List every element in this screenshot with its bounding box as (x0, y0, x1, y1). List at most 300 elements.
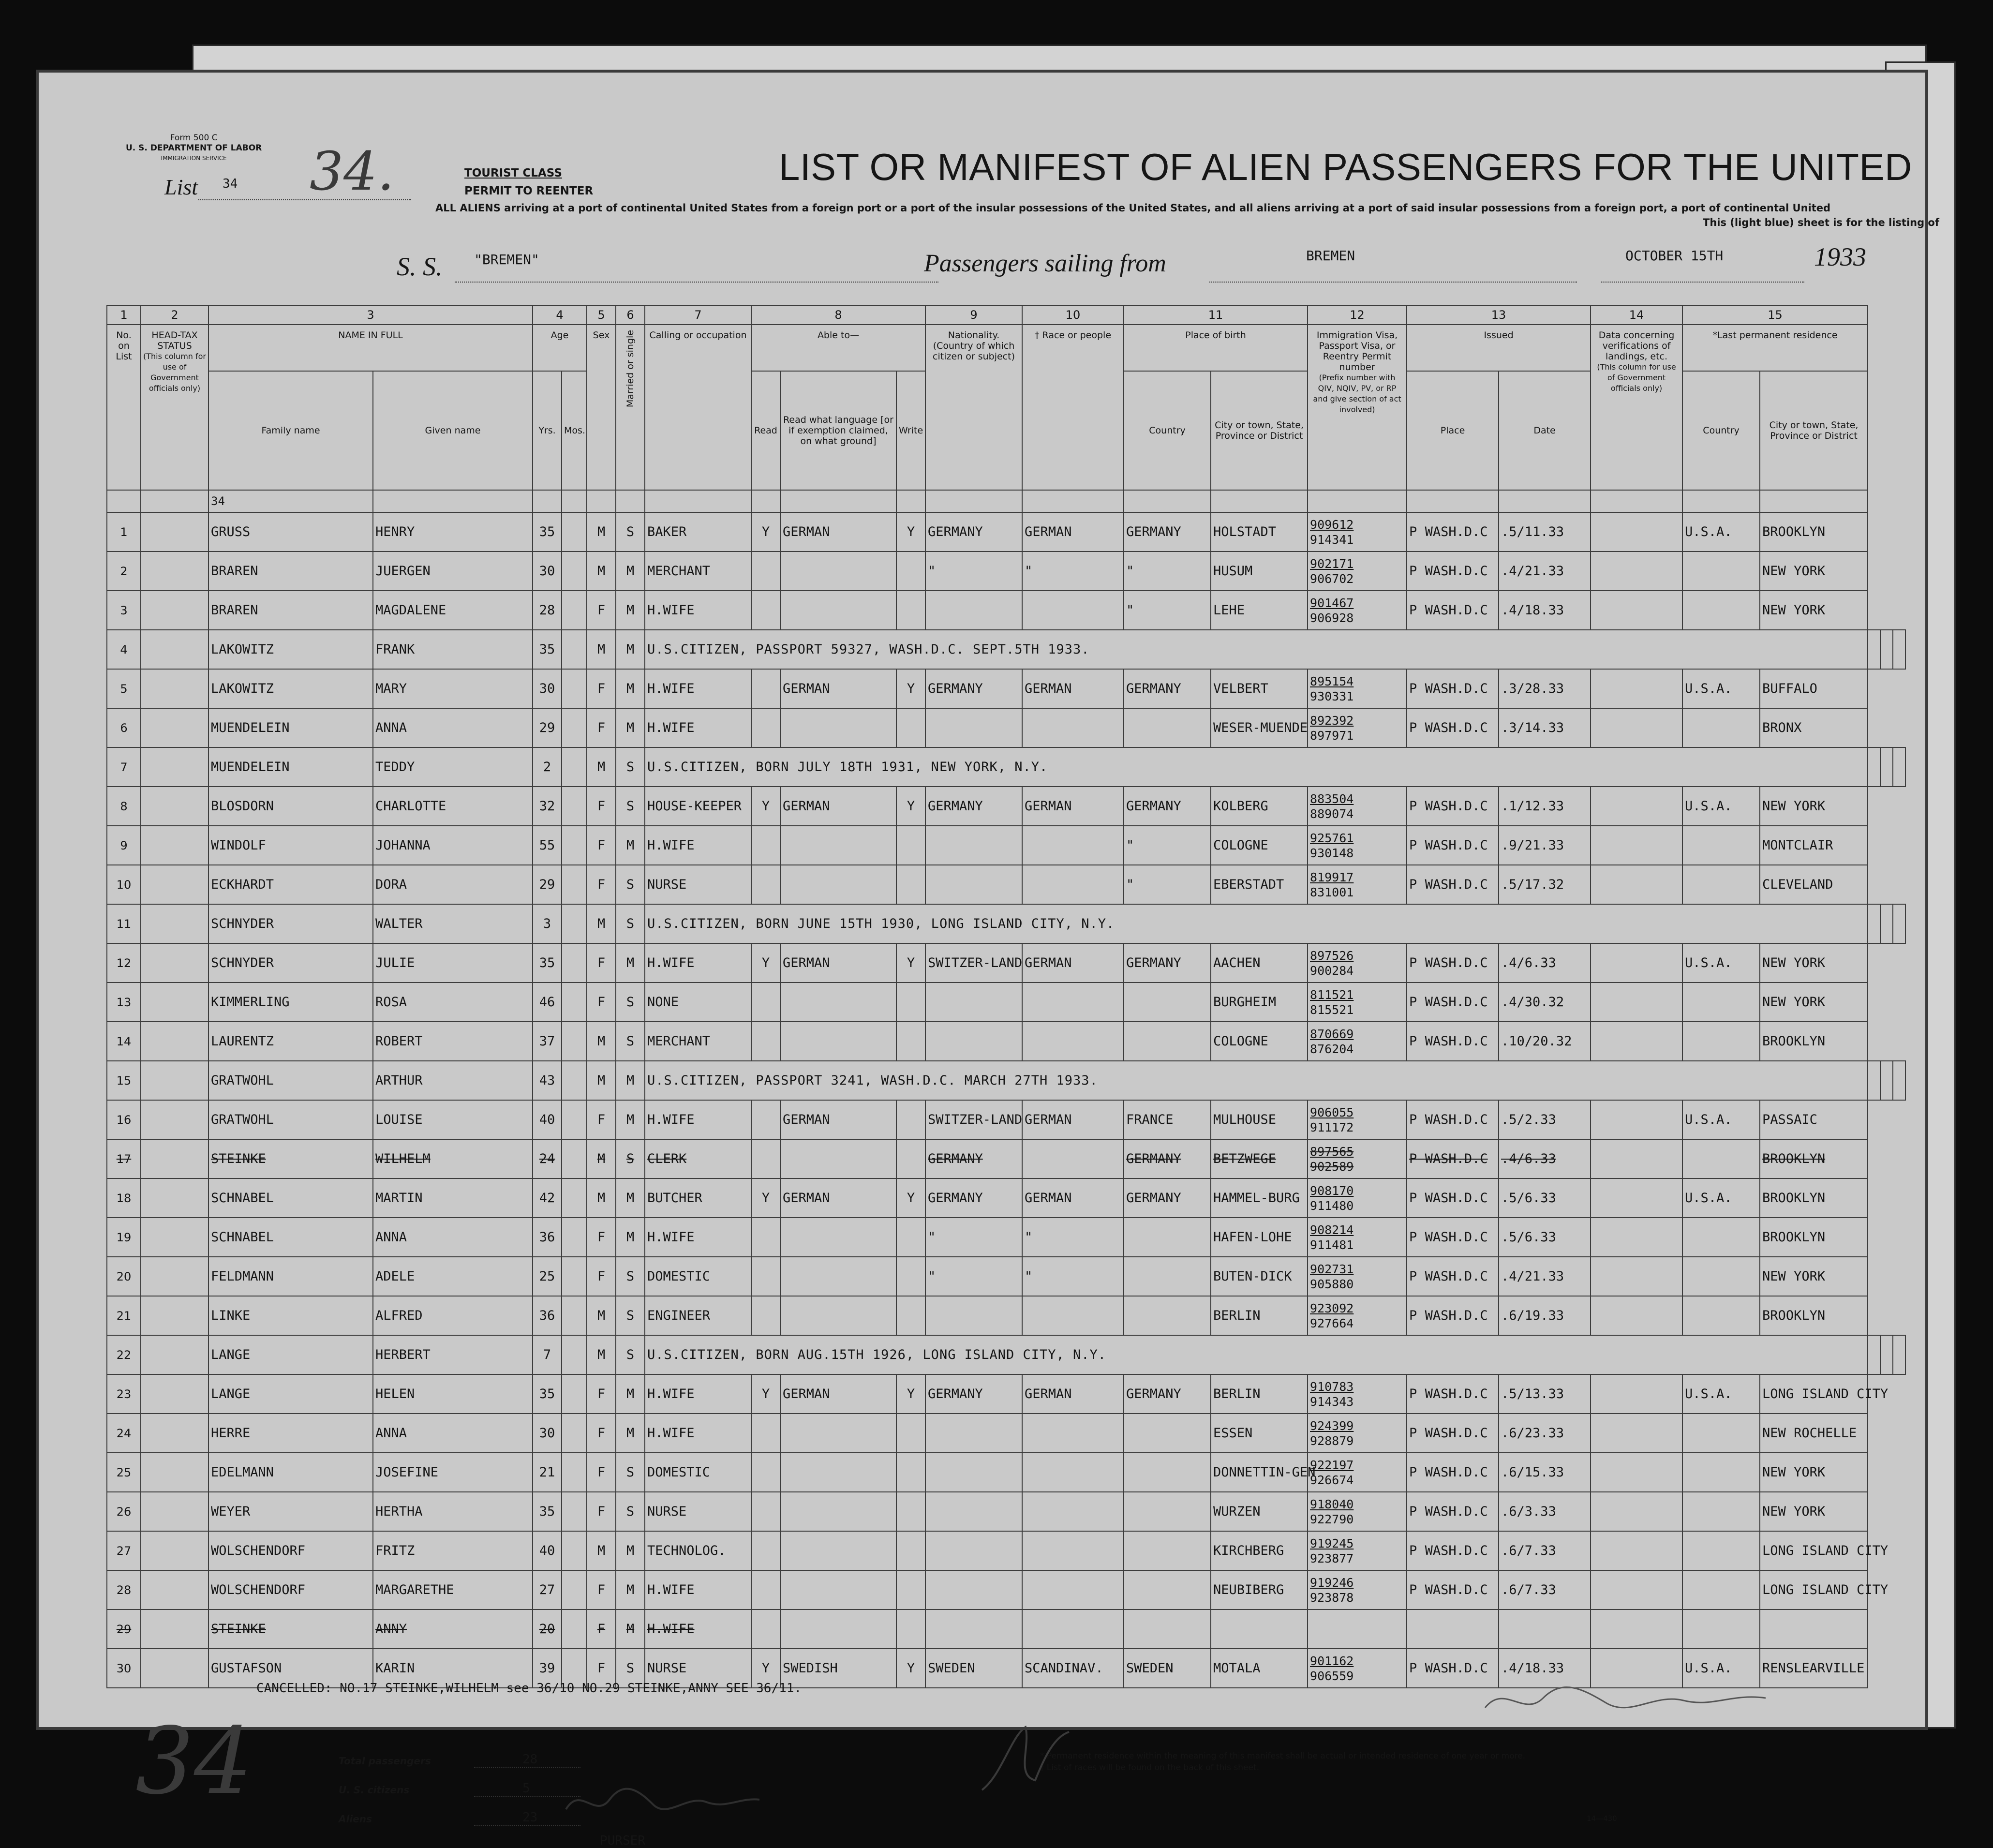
issued-place-text: WASH.D.C (1425, 1504, 1488, 1519)
issued-place-text: WASH.D.C (1425, 877, 1488, 892)
race: GERMAN (1022, 669, 1124, 708)
aliens-line (474, 1825, 580, 1826)
birth-city: MULHOUSE (1211, 1100, 1308, 1139)
head-tax-cell (141, 1610, 208, 1649)
class-line1: TOURIST CLASS (464, 167, 562, 179)
family-name: LAKOWITZ (208, 669, 373, 708)
col-birth-city: City or town, State, Province or District (1211, 371, 1308, 490)
residence-country (1682, 1257, 1760, 1296)
occupation: BUTCHER (645, 1178, 751, 1218)
occupation: NURSE (645, 1649, 751, 1688)
birth-country (1124, 1531, 1211, 1570)
birth-city: NEUBIBERG (1211, 1570, 1308, 1610)
birth-city: BERLIN (1211, 1296, 1308, 1335)
marital-status: M (616, 826, 645, 865)
col-yrs: Yrs. (533, 371, 562, 490)
race (1022, 983, 1124, 1022)
visa-line: 870669 (1310, 1027, 1354, 1041)
marital-status: S (616, 747, 645, 787)
birth-city: COLOGNE (1211, 1022, 1308, 1061)
visa-number (1308, 1139, 1407, 1178)
issued-place (1407, 1492, 1499, 1531)
issued-place (1407, 983, 1499, 1022)
age-years: 36 (533, 1218, 562, 1257)
table-row (107, 708, 1905, 747)
col-mos: Mos. (562, 371, 587, 490)
marital-status: M (616, 591, 645, 630)
language (780, 1139, 896, 1178)
purser-signature (561, 1775, 764, 1824)
head-tax-cell (141, 1257, 208, 1296)
language: GERMAN (780, 1100, 896, 1139)
family-name: BRAREN (208, 551, 373, 591)
residence-country (1682, 591, 1760, 630)
birth-country (1124, 1022, 1211, 1061)
marital-status: M (616, 1374, 645, 1414)
table-row (107, 1492, 1905, 1531)
nationality: SWEDEN (925, 1649, 1022, 1688)
visa-prefix: P (1409, 563, 1417, 579)
can-read: Y (751, 1178, 780, 1218)
family-name: SCHNABEL (208, 1218, 373, 1257)
birth-city (1211, 1610, 1308, 1649)
family-name: WOLSCHENDORF (208, 1531, 373, 1570)
visa-number (1308, 787, 1407, 826)
table-row (107, 669, 1905, 708)
marital-status: M (616, 943, 645, 983)
visa-line: 901162 (1310, 1654, 1354, 1668)
can-read (751, 708, 780, 747)
can-write (896, 983, 925, 1022)
date-line (1601, 282, 1804, 283)
table-row (107, 1374, 1905, 1414)
occupation: H.WIFE (645, 708, 751, 747)
sex: F (587, 1453, 616, 1492)
row-number: 6 (107, 708, 141, 747)
age-years: 43 (533, 1061, 562, 1100)
col-age: Age (533, 325, 587, 371)
visa-line: 911480 (1310, 1198, 1354, 1213)
visa-line: 876204 (1310, 1042, 1354, 1056)
head-tax-cell (141, 1178, 208, 1218)
row-number: 18 (107, 1178, 141, 1218)
landing-data (1591, 1531, 1682, 1570)
landing-data (1591, 1022, 1682, 1061)
birth-city: KIRCHBERG (1211, 1531, 1308, 1570)
residence-country (1682, 1492, 1760, 1531)
visa-line: 902171 (1310, 556, 1354, 571)
race (1022, 1492, 1124, 1531)
given-name: ALFRED (373, 1296, 533, 1335)
col-read: Read (751, 371, 780, 490)
issued-date: .5/17.32 (1499, 865, 1591, 904)
age-months (562, 1296, 587, 1335)
residence-city (1893, 1335, 1905, 1374)
visa-prefix: P (1409, 877, 1417, 892)
can-read (751, 865, 780, 904)
head-tax-cell (141, 512, 208, 551)
marital-status: S (616, 865, 645, 904)
birth-city: KOLBERG (1211, 787, 1308, 826)
race: GERMAN (1022, 787, 1124, 826)
nationality: GERMANY (925, 1178, 1022, 1218)
birth-country: GERMANY (1124, 787, 1211, 826)
sex: F (587, 787, 616, 826)
can-read (751, 1257, 780, 1296)
can-write (896, 1296, 925, 1335)
col-married: Married or single (616, 325, 645, 490)
race (1022, 708, 1124, 747)
language (780, 826, 896, 865)
row-number: 10 (107, 865, 141, 904)
occupation: H.WIFE (645, 1100, 751, 1139)
given-name: FRANK (373, 630, 533, 669)
residence-city: BROOKLYN (1760, 1022, 1868, 1061)
can-write: Y (896, 1178, 925, 1218)
us-citizens-label: U. S. citizens (339, 1784, 410, 1796)
visa-line: 902731 (1310, 1262, 1354, 1276)
language (780, 865, 896, 904)
sex: M (587, 1139, 616, 1178)
issued-date (1499, 1610, 1591, 1649)
sex: M (587, 1061, 616, 1100)
table-row (107, 943, 1905, 983)
can-write (896, 551, 925, 591)
visa-line: 930331 (1310, 689, 1354, 703)
given-name: MARGARETHE (373, 1570, 533, 1610)
issued-place (1407, 1610, 1499, 1649)
visa-line: 892392 (1310, 713, 1354, 728)
marital-status: M (616, 1178, 645, 1218)
issued-place (1407, 1570, 1499, 1610)
visa-number (1308, 1453, 1407, 1492)
family-name: WOLSCHENDORF (208, 1570, 373, 1610)
race: GERMAN (1022, 1178, 1124, 1218)
family-name: BLOSDORN (208, 787, 373, 826)
sex: F (587, 1414, 616, 1453)
col-head-tax: HEAD-TAX STATUS (This column for use of Government officials only) (141, 325, 208, 490)
visa-line: 919246 (1310, 1575, 1354, 1590)
colnum: 2 (141, 305, 208, 325)
residence-country: U.S.A. (1682, 1374, 1760, 1414)
age-years: 35 (533, 512, 562, 551)
issued-date: .5/11.33 (1499, 512, 1591, 551)
family-name: STEINKE (208, 1610, 373, 1649)
col-last-residence: *Last permanent residence (1682, 325, 1868, 371)
visa-line: 819917 (1310, 870, 1354, 884)
sex: F (587, 826, 616, 865)
issued-place (1407, 826, 1499, 865)
marital-status: M (616, 669, 645, 708)
birth-city: VELBERT (1211, 669, 1308, 708)
colnum: 14 (1591, 305, 1682, 325)
given-name: JULIE (373, 943, 533, 983)
occupation: NURSE (645, 1492, 751, 1531)
head-tax-cell (141, 1453, 208, 1492)
language (780, 1610, 896, 1649)
given-name: JOSEFINE (373, 1453, 533, 1492)
row-number: 16 (107, 1100, 141, 1139)
manifest-rows (107, 490, 1905, 1688)
residence-city: NEW YORK (1760, 551, 1868, 591)
residence-country: U.S.A. (1682, 669, 1760, 708)
occupation: H.WIFE (645, 943, 751, 983)
visa-line: 906559 (1310, 1669, 1354, 1683)
birth-city: HAMMEL-BURG (1211, 1178, 1308, 1218)
given-name: ROSA (373, 983, 533, 1022)
residence-country (1682, 1218, 1760, 1257)
birth-city: EBERSTADT (1211, 865, 1308, 904)
colnum: 13 (1407, 305, 1591, 325)
birth-city: HAFEN-LOHE (1211, 1218, 1308, 1257)
language: GERMAN (780, 1374, 896, 1414)
col-issued-date: Date (1499, 371, 1591, 490)
marital-status: S (616, 1296, 645, 1335)
table-row (107, 1061, 1905, 1100)
visa-number (1308, 983, 1407, 1022)
issued-place-text: WASH.D.C (1425, 1386, 1488, 1401)
visa-line: 883504 (1310, 791, 1354, 806)
can-read (751, 1218, 780, 1257)
visa-prefix: P (1409, 1386, 1417, 1401)
issued-place-text: WASH.D.C (1425, 1268, 1488, 1284)
colnum: 3 (208, 305, 533, 325)
given-name: HENRY (373, 512, 533, 551)
visa-prefix: P (1409, 602, 1417, 618)
given-name: ADELE (373, 1257, 533, 1296)
head-tax-cell (141, 747, 208, 787)
landing-data (1591, 943, 1682, 983)
sex: M (587, 747, 616, 787)
birth-country: FRANCE (1124, 1100, 1211, 1139)
birth-city: DONNETTIN-GEN (1211, 1453, 1308, 1492)
nationality (925, 1610, 1022, 1649)
table-row (107, 826, 1905, 865)
family-name: ECKHARDT (208, 865, 373, 904)
visa-line: 928879 (1310, 1433, 1354, 1448)
issued-place-text: WASH.D.C (1425, 1582, 1488, 1597)
can-read (751, 1100, 780, 1139)
residence-country (1682, 1296, 1760, 1335)
residence-country (1682, 865, 1760, 904)
race: SCANDINAV. (1022, 1649, 1124, 1688)
visa-prefix: P (1409, 1151, 1417, 1166)
marital-status: M (616, 1570, 645, 1610)
given-name: HELEN (373, 1374, 533, 1414)
issued-date: .4/21.33 (1499, 1257, 1591, 1296)
language: GERMAN (780, 787, 896, 826)
can-read: Y (751, 512, 780, 551)
residence-country (1682, 983, 1760, 1022)
residence-city: NEW YORK (1760, 1453, 1868, 1492)
age-years: 36 (533, 1296, 562, 1335)
visa-line: 831001 (1310, 885, 1354, 899)
language (780, 1022, 896, 1061)
family-name: EDELMANN (208, 1453, 373, 1492)
visa-prefix: P (1409, 1190, 1417, 1206)
birth-country (1124, 1257, 1211, 1296)
citizen-note: U.S.CITIZEN, PASSPORT 59327, WASH.D.C. SEPT.5TH 1933. (645, 630, 1868, 669)
residence-city: RENSLEARVILLE (1760, 1649, 1868, 1688)
landing-data (1591, 591, 1682, 630)
visa-line: 930148 (1310, 846, 1354, 860)
table-row (107, 1531, 1905, 1570)
list-marker: 34 (208, 490, 373, 512)
issued-date: .6/7.33 (1499, 1531, 1591, 1570)
sailing-year: 1933 (1814, 242, 1866, 271)
landing-data (1591, 1414, 1682, 1453)
residence-country (1880, 630, 1893, 669)
visa-prefix: P (1409, 1268, 1417, 1284)
sex: F (587, 865, 616, 904)
handwritten-34: 34 (135, 1708, 253, 1815)
sex: F (587, 669, 616, 708)
visa-number (1308, 591, 1407, 630)
age-years: 35 (533, 943, 562, 983)
occupation: H.WIFE (645, 1374, 751, 1414)
family-name: LAKOWITZ (208, 630, 373, 669)
landing-data (1868, 630, 1880, 669)
marital-status: S (616, 1139, 645, 1178)
occupation: HOUSE-KEEPER (645, 787, 751, 826)
race: " (1022, 551, 1124, 591)
residence-country (1682, 1022, 1760, 1061)
marital-status: S (616, 512, 645, 551)
table-row (107, 1610, 1905, 1649)
issued-place (1407, 591, 1499, 630)
colnum: 10 (1022, 305, 1124, 325)
family-name: GRUSS (208, 512, 373, 551)
col-able-to: Able to— (751, 325, 925, 371)
can-read (751, 1610, 780, 1649)
visa-number (1308, 865, 1407, 904)
language (780, 1531, 896, 1570)
race (1022, 1022, 1124, 1061)
birth-country: " (1124, 551, 1211, 591)
age-years: 24 (533, 1139, 562, 1178)
row-number: 2 (107, 551, 141, 591)
language (780, 708, 896, 747)
visa-line: 914343 (1310, 1394, 1354, 1409)
age-months (562, 1061, 587, 1100)
issued-place (1407, 1453, 1499, 1492)
ss-label: S. S. (397, 252, 443, 281)
birth-city: BUTEN-DICK (1211, 1257, 1308, 1296)
age-months (562, 1218, 587, 1257)
row-number: 24 (107, 1414, 141, 1453)
nationality (925, 1570, 1022, 1610)
visa-line: 911172 (1310, 1120, 1354, 1134)
col-name-in-full: NAME IN FULL (208, 325, 533, 371)
given-name: CHARLOTTE (373, 787, 533, 826)
language: GERMAN (780, 943, 896, 983)
age-months (562, 512, 587, 551)
list-number: 34 (223, 177, 238, 191)
residence-city: NEW YORK (1760, 787, 1868, 826)
head-tax-cell (141, 1296, 208, 1335)
marital-status: S (616, 1453, 645, 1492)
col-data-landings: Data concerning verifications of landings, etc. (This column for use of Government officials only) (1591, 325, 1682, 490)
age-months (562, 630, 587, 669)
age-months (562, 1453, 587, 1492)
sex: F (587, 943, 616, 983)
residence-city: BROOKLYN (1760, 1139, 1868, 1178)
row-number: 30 (107, 1649, 141, 1688)
issued-place-text: WASH.D.C (1425, 563, 1488, 579)
age-months (562, 1100, 587, 1139)
can-write (896, 1100, 925, 1139)
sex: F (587, 1100, 616, 1139)
residence-city: MONTCLAIR (1760, 826, 1868, 865)
table-row (107, 983, 1905, 1022)
birth-city: AACHEN (1211, 943, 1308, 983)
sex: F (587, 1218, 616, 1257)
can-read (751, 1531, 780, 1570)
race (1022, 1414, 1124, 1453)
head-tax-cell (141, 904, 208, 943)
language (780, 1453, 896, 1492)
age-years: 35 (533, 1374, 562, 1414)
head-tax-cell (141, 1649, 208, 1688)
occupation: H.WIFE (645, 1218, 751, 1257)
visa-number (1308, 1414, 1407, 1453)
issued-date: .4/18.33 (1499, 591, 1591, 630)
age-months (562, 1570, 587, 1610)
sailing-date: OCTOBER 15TH (1625, 248, 1724, 264)
family-name: GRATWOHL (208, 1061, 373, 1100)
can-write (896, 1022, 925, 1061)
can-read (751, 669, 780, 708)
total-passengers-label: Total passengers (339, 1755, 431, 1767)
table-row (107, 1022, 1905, 1061)
col-race: † Race or people (1022, 325, 1124, 490)
aliens-label: Aliens (339, 1813, 372, 1825)
row-number: 26 (107, 1492, 141, 1531)
issued-place-text: WASH.D.C (1425, 955, 1488, 970)
birth-country: GERMANY (1124, 943, 1211, 983)
issued-date: .3/14.33 (1499, 708, 1591, 747)
age-months (562, 904, 587, 943)
visa-prefix: P (1409, 1229, 1417, 1245)
sex: F (587, 1610, 616, 1649)
citizen-note: U.S.CITIZEN, BORN AUG.15TH 1926, LONG ISLAND CITY, N.Y. (645, 1335, 1868, 1374)
issued-place (1407, 512, 1499, 551)
residence-country (1682, 1414, 1760, 1453)
sex: M (587, 904, 616, 943)
marital-status: S (616, 1257, 645, 1296)
landing-data (1591, 708, 1682, 747)
visa-line: 918040 (1310, 1497, 1354, 1511)
family-name: LANGE (208, 1335, 373, 1374)
row-number: 13 (107, 983, 141, 1022)
row-number: 28 (107, 1570, 141, 1610)
issued-place-text: WASH.D.C (1425, 602, 1488, 618)
can-read (751, 1414, 780, 1453)
occupation: NONE (645, 983, 751, 1022)
visa-number (1308, 1531, 1407, 1570)
issued-place-text: WASH.D.C (1425, 1425, 1488, 1441)
visa-prefix: P (1409, 1425, 1417, 1441)
landing-data (1591, 826, 1682, 865)
can-write (896, 1570, 925, 1610)
head-tax-cell (141, 787, 208, 826)
nationality: " (925, 1257, 1022, 1296)
visa-line: 919245 (1310, 1536, 1354, 1550)
issued-place-text: WASH.D.C (1425, 720, 1488, 735)
issued-date: .4/6.33 (1499, 943, 1591, 983)
can-read (751, 826, 780, 865)
issued-place (1407, 865, 1499, 904)
